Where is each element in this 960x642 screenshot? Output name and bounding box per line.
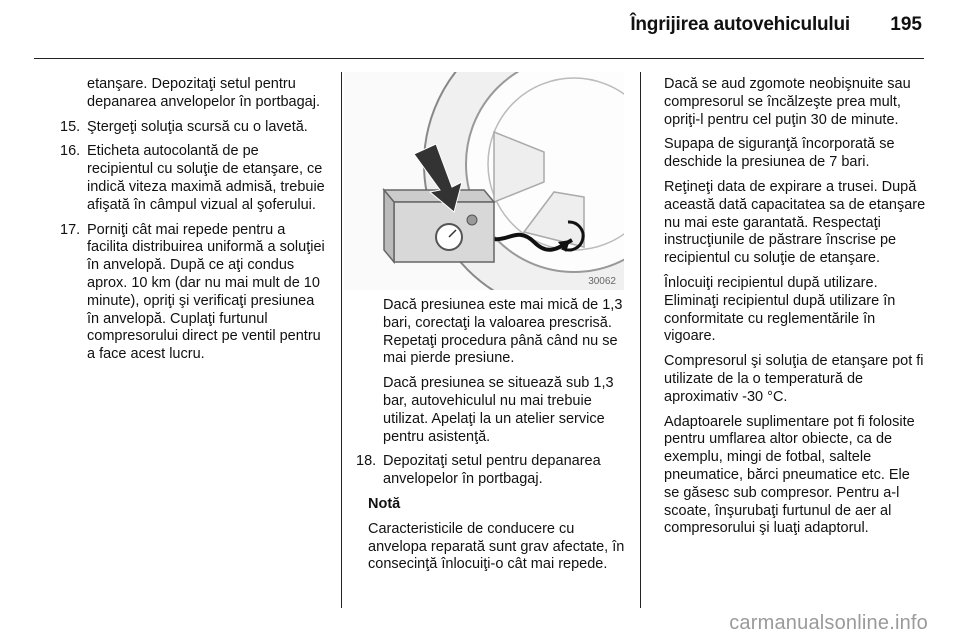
- step-17: [60, 222, 328, 364]
- note-text: Caracteristicile de conducere cu anvelopa reparată sunt grav afectate, în consecinţă înlocuiţi-o cât mai repede.: [368, 520, 625, 573]
- step-18: [356, 453, 630, 489]
- step-text: Ştergeţi soluţia scursă cu o lavetă.: [87, 118, 308, 135]
- paragraph: Reţineţi data de expirare a trusei. După această dată capacitatea sa de etanşare nu mai este garantată. Respectaţi instrucţiunile de păstrare înscrise pe recipientul cu soluţie de etanşare.: [664, 178, 926, 267]
- paragraph: Dacă se aud zgomote neobişnuite sau compresorul se încălzeşte prea mult, opriţi-l pentru cel puţin 30 de minute.: [664, 76, 911, 128]
- page-number: 195: [890, 14, 922, 35]
- compressor-side: [384, 190, 394, 262]
- step-text: Depozitaţi setul pentru depanarea anvelopelor în portbagaj.: [383, 453, 601, 488]
- step-number: 16.: [60, 143, 81, 160]
- paragraph: Compresorul şi soluţia de etanşare pot fi utilizate de la o temperatură de aproximativ -30 °C.: [664, 353, 924, 405]
- step-text: Porniţi cât mai repede pentru a facilita distribuirea uniformă a soluţiei în anvelopă. După ce aţi condus aprox. 10 km (dar nu mai mult de 10 minute), opriţi şi verificaţi presiunea în anvelopă. Cuplaţi furtunul compresorului direct pe ventil pentru a face acest lucru.: [87, 221, 325, 363]
- note-title: Notă: [368, 495, 401, 512]
- continued-step-text: etanşare. Depozitaţi setul pentru depanarea anvelopelor în portbagaj.: [87, 76, 320, 110]
- paragraph: Supapa de siguranţă încorporată se deschide la presiunea de 7 bari.: [664, 136, 895, 171]
- step-15: [60, 119, 328, 137]
- page-header-title: Îngrijirea autovehiculului: [630, 14, 850, 35]
- column-divider-left: [341, 72, 342, 608]
- watermark: carmanualsonline.info: [729, 612, 928, 634]
- step-number: 17.: [60, 221, 81, 238]
- column-2: [356, 297, 630, 581]
- note-block: [356, 496, 630, 574]
- step-number: 15.: [60, 118, 81, 135]
- low-pressure-text: Dacă presiunea se situează sub 1,3 bar, autovehiculul nu mai trebuie utilizat. Apelaţi la un atelier service pentru asistenţă.: [383, 375, 614, 445]
- header-divider: [34, 58, 924, 59]
- column-1: [60, 76, 328, 371]
- step-text: Eticheta autocolantă de pe recipientul cu soluţie de etanşare, ce indică viteza maximă admisă, trebuie afişată în câmpul vizual al şoferului.: [87, 143, 325, 213]
- paragraph: Adaptoarele suplimentare pot fi folosite pentru umflarea altor obiecte, ca de exemplu, mingi de fotbal, saltele pneumatice, bărci pneumatice etc. Ele se găsesc sub compresor. Pentru a-l scoate, înşurubaţi furtunul de aer al compresorului şi luaţi adaptorul.: [664, 413, 915, 537]
- step-16: [60, 143, 328, 214]
- column-divider-right: [640, 72, 641, 608]
- paragraph: Înlocuiţi recipientul după utilizare. Eliminaţi recipientul după utilizare în conformitate cu reglementările în vigoare.: [664, 274, 896, 345]
- pressure-check-text: Dacă presiunea este mai mică de 1,3 bari, corectaţi la valoarea prescrisă. Repetaţi procedura până când nu se mai pierde presiune.: [383, 297, 623, 367]
- figure-code: 30062: [588, 276, 616, 287]
- column-3: [664, 76, 928, 545]
- step-number: 18.: [356, 453, 377, 470]
- compressor-illustration: [344, 72, 624, 290]
- compressor-button: [467, 215, 477, 225]
